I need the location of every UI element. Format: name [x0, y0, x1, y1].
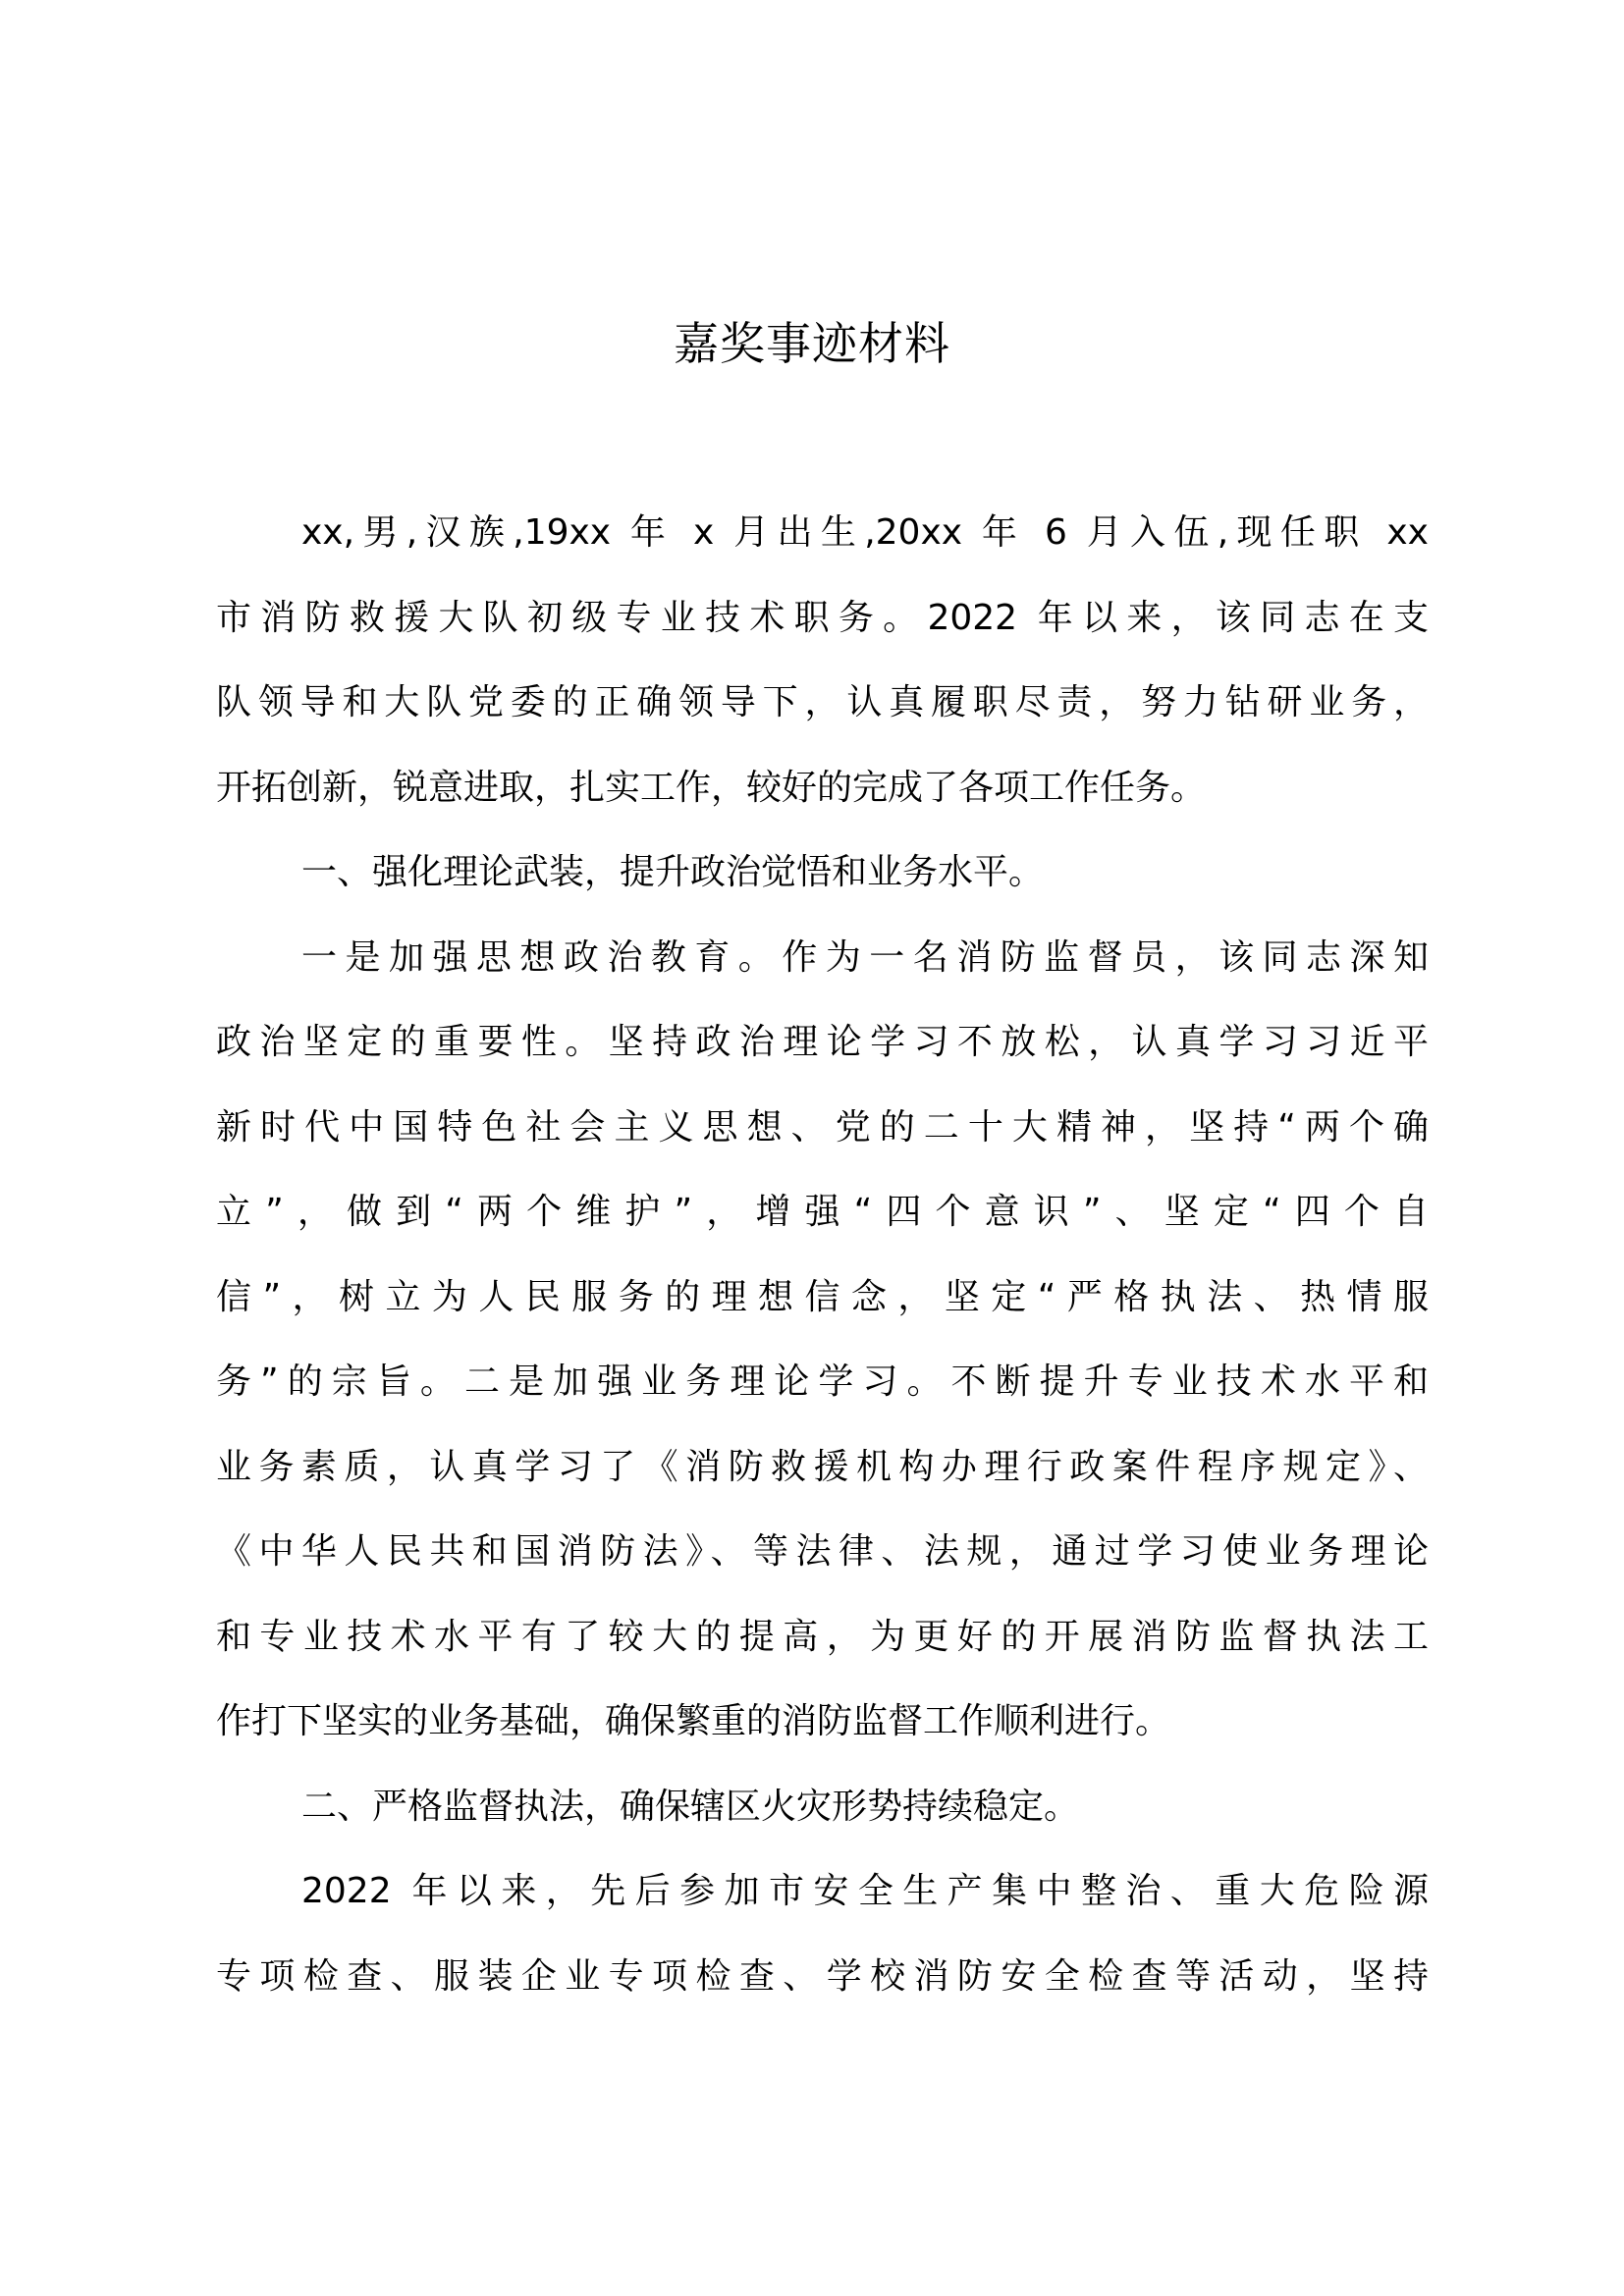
paragraph-line: 信”，树立为人民服务的理想信念，坚定“严格执法、热情服 — [216, 1276, 1429, 1317]
paragraph-line: 开拓创新，锐意进取，扎实工作，较好的完成了各项工作任务。 — [216, 767, 1207, 808]
paragraph-line: 立”，做到“两个维护”，增强“四个意识”、坚定“四个自 — [216, 1192, 1429, 1232]
paragraph-line: 《中华人民共和国消防法》、等法律、法规，通过学习使业务理论 — [216, 1531, 1429, 1572]
paragraph-line: 一是加强思想政治教育。作为一名消防监督员，该同志深知 — [301, 936, 1429, 978]
paragraph-line: xx,男,汉族,19xx 年 x 月出生,20xx 年 6 月入伍,现任职 xx — [301, 512, 1429, 553]
document-title: 嘉奖事迹材料 — [674, 317, 950, 370]
section-heading: 二、严格监督执法，确保辖区火灾形势持续稳定。 — [301, 1786, 1080, 1827]
paragraph-line: 市消防救援大队初级专业技术职务。2022 年以来，该同志在支 — [216, 597, 1429, 638]
section-heading: 一、强化理论武装，提升政治觉悟和业务水平。 — [301, 852, 1045, 892]
paragraph-line: 专项检查、服装企业专项检查、学校消防安全检查等活动，坚持 — [216, 1955, 1429, 1997]
paragraph-line: 作打下坚实的业务基础，确保繁重的消防监督工作顺利进行。 — [216, 1701, 1171, 1741]
document-body — [216, 491, 1429, 2019]
paragraph-line: 和专业技术水平有了较大的提高，为更好的开展消防监督执法工 — [216, 1616, 1429, 1657]
paragraph-line: 队领导和大队党委的正确领导下，认真履职尽责，努力钻研业务， — [216, 682, 1429, 722]
paragraph-line: 2022 年以来，先后参加市安全生产集中整治、重大危险源 — [301, 1871, 1429, 1911]
paragraph-line: 务”的宗旨。二是加强业务理论学习。不断提升专业技术水平和 — [216, 1362, 1429, 1402]
paragraph-line: 新时代中国特色社会主义思想、党的二十大精神，坚持“两个确 — [216, 1106, 1429, 1148]
paragraph-line: 业务素质，认真学习了《消防救援机构办理行政案件程序规定》、 — [216, 1446, 1429, 1487]
paragraph-line: 政治坚定的重要性。坚持政治理论学习不放松，认真学习习近平 — [216, 1022, 1429, 1062]
